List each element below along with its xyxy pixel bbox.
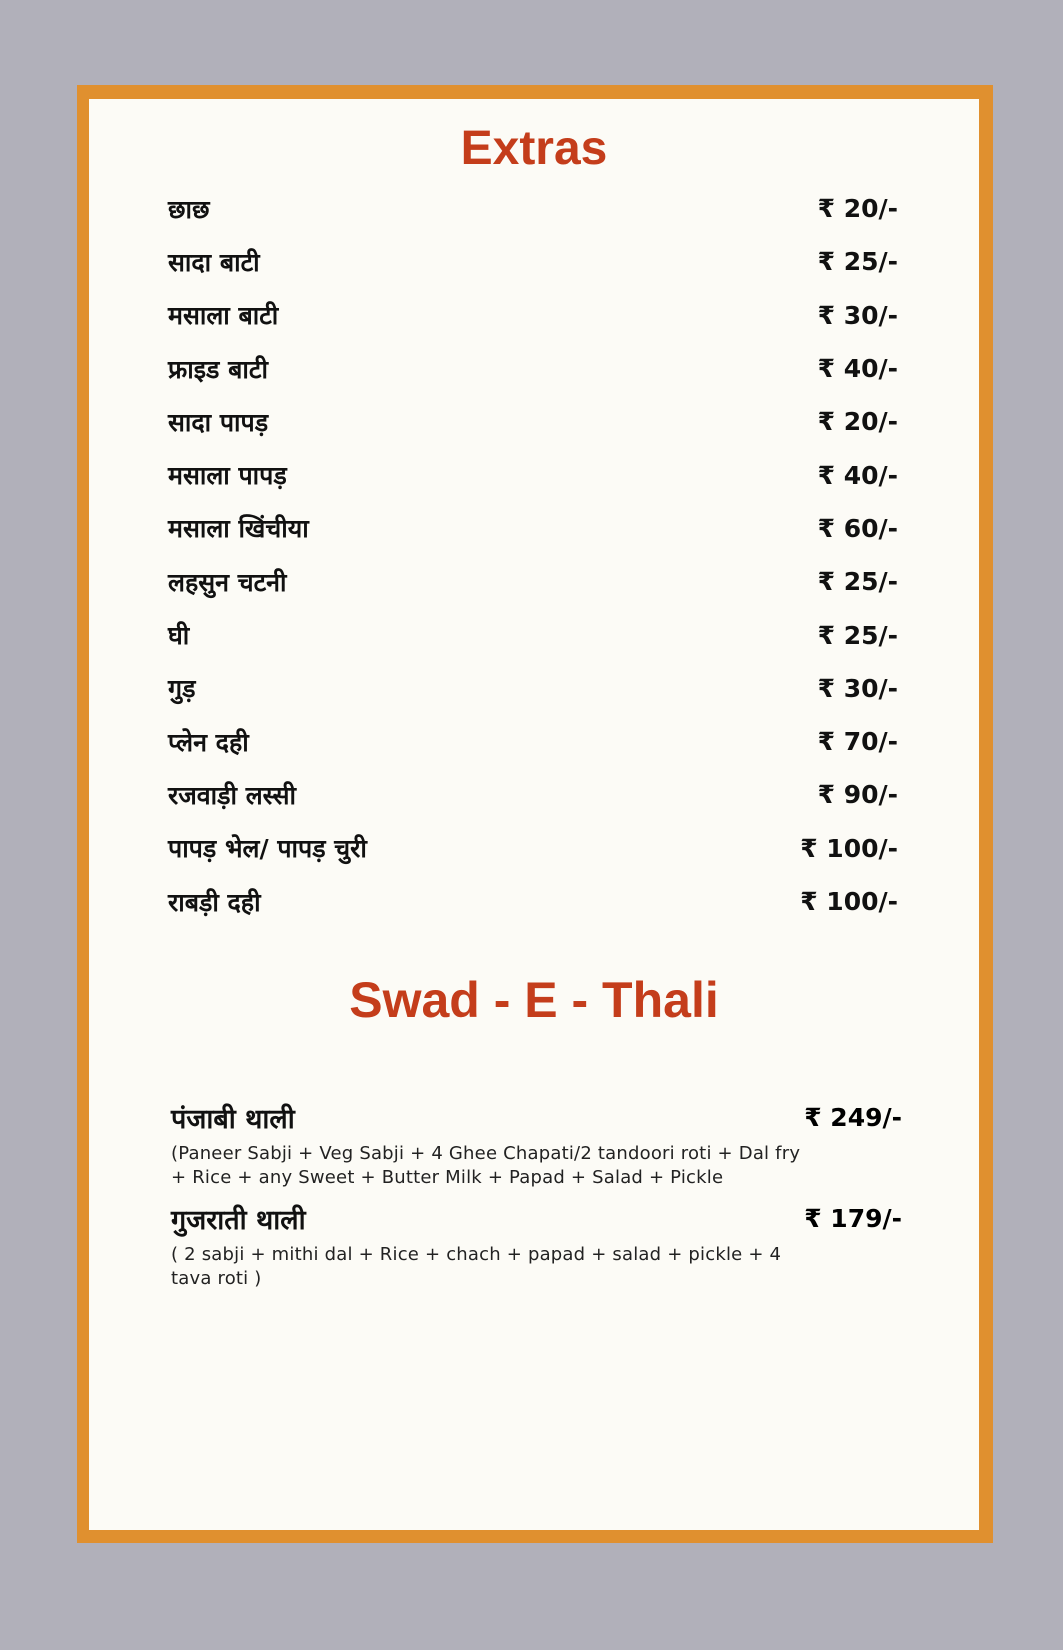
list-item [168, 662, 898, 715]
item-price: ₹ 40/- [817, 460, 898, 490]
thali-header [171, 1099, 902, 1136]
list-item [168, 289, 898, 342]
list-item [168, 448, 898, 501]
list-item [168, 822, 898, 875]
list-item [168, 342, 898, 395]
list-item [168, 768, 898, 821]
thali-title: Swad - E - Thali [349, 972, 719, 1028]
item-name: गुड़ [168, 674, 196, 704]
item-name: सादा पापड़ [168, 407, 269, 437]
extras-list [168, 182, 898, 928]
list-item [168, 502, 898, 555]
list-item [168, 235, 898, 288]
item-name: मसाला पापड़ [168, 461, 287, 491]
menu-border [77, 85, 993, 1543]
thali-item-punjabi [171, 1099, 902, 1190]
thali-description: (Paneer Sabji + Veg Sabji + 4 Ghee Chapati/2 tandoori roti + Dal fry + Rice + any Sweet + Butter Milk + Papad + Salad + Pickle [171, 1143, 801, 1188]
thali-item-gujarati [171, 1200, 902, 1291]
item-price: ₹ 60/- [817, 513, 898, 543]
thali-name: पंजाबी थाली [171, 1104, 295, 1135]
list-item [168, 395, 898, 448]
list-item [168, 182, 898, 235]
list-item [168, 875, 898, 928]
item-price: ₹ 25/- [817, 247, 898, 277]
item-price: ₹ 100/- [800, 887, 898, 916]
thali-price: ₹ 179/- [804, 1204, 902, 1233]
item-name: मसाला बाटी [168, 301, 279, 331]
thali-header [171, 1200, 902, 1237]
list-item [168, 715, 898, 768]
list-item [168, 608, 898, 661]
item-price: ₹ 25/- [817, 620, 898, 650]
thali-name: गुजराती थाली [171, 1205, 306, 1236]
item-price: ₹ 90/- [817, 780, 898, 810]
item-name: फ्राइड बाटी [168, 354, 268, 384]
list-item [168, 555, 898, 608]
item-price: ₹ 100/- [800, 833, 898, 863]
item-name: पापड़ भेल/ पापड़ चुरी [168, 834, 367, 864]
item-name: प्लेन दही [168, 727, 249, 757]
item-name: मसाला खिंचीया [168, 514, 309, 544]
item-price: ₹ 30/- [817, 300, 898, 330]
item-price: ₹ 70/- [817, 727, 898, 757]
item-price: ₹ 30/- [817, 673, 898, 703]
item-name: राबड़ी दही [168, 887, 261, 917]
item-name: रजवाड़ी लस्सी [168, 780, 297, 810]
extras-title: Extras [460, 122, 608, 175]
item-price: ₹ 40/- [817, 354, 898, 384]
item-price: ₹ 20/- [817, 194, 898, 224]
menu-page [89, 99, 979, 1530]
item-name: सादा बाटी [168, 247, 260, 277]
item-name: घी [168, 621, 190, 651]
item-name: छाछ [168, 194, 210, 224]
item-price: ₹ 25/- [817, 567, 898, 597]
item-price: ₹ 20/- [817, 407, 898, 437]
thali-description: ( 2 sabji + mithi dal + Rice + chach + papad + salad + pickle + 4 tava roti ) [171, 1244, 782, 1289]
thali-price: ₹ 249/- [804, 1103, 902, 1132]
item-name: लहसुन चटनी [168, 567, 287, 597]
